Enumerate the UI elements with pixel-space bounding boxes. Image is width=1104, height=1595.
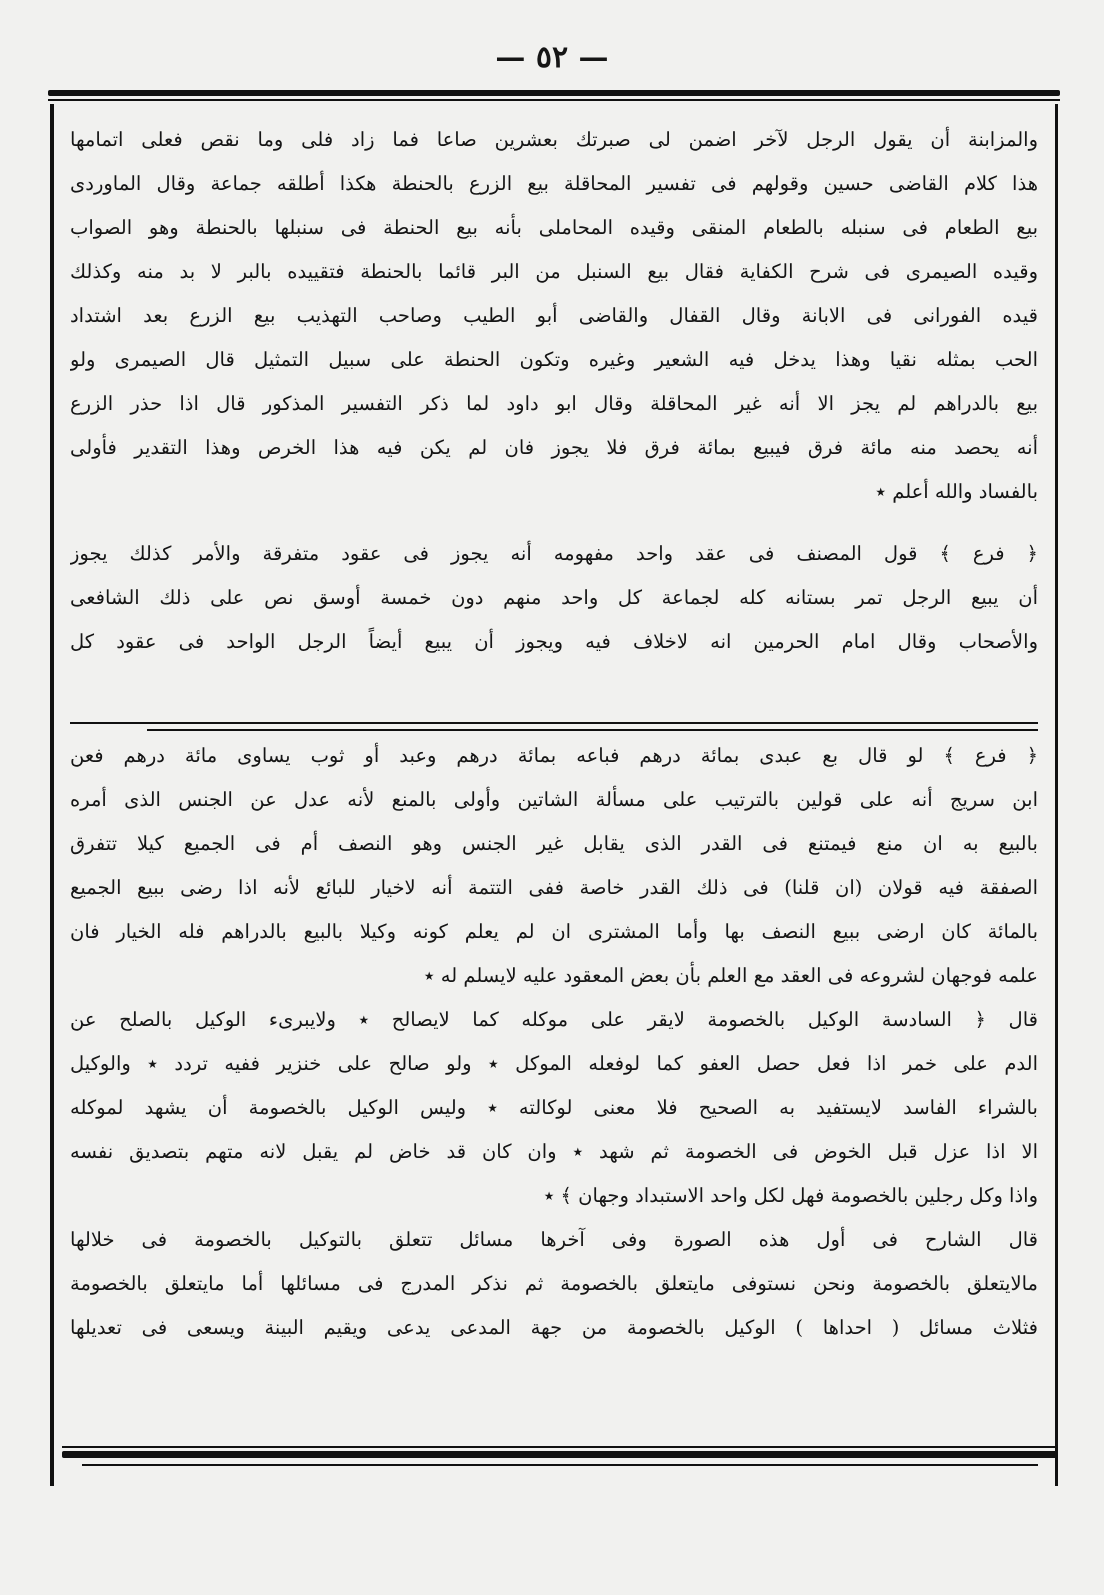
text-line: قال الشارح فى أول هذه الصورة وفى آخرها مسائل تتعلق بالتوكيل بالخصومة فى خلالها	[70, 1228, 1038, 1251]
text-line: أنه يحصد منه مائة فرق فيبيع بمائة فرق فلا يجوز فان لم يكن فيه هذا الخرص وهذا التقدير فأولى	[70, 436, 1038, 459]
upper-text-block	[70, 118, 1038, 664]
text-line: وقيده الصيمرى فى شرح الكفاية فقال بيع السنبل من البر قائما بالحنطة فتقييده بالبر لا بد منه وكذلك	[70, 260, 1038, 283]
text-line: بالمائة كان ارضى ببيع النصف بها وأما المشترى ان لم يعلم كونه وكيلا بالبيع بالدراهم فله الخيار فان	[70, 920, 1038, 943]
text-line: أن يبيع الرجل تمر بستانه كله لجماعة كل واحد منهم دون خمسة أوسق نص على ذلك الشافعى	[70, 586, 1038, 609]
text-line: فثلاث مسائل ( احداها ) الوكيل بالخصومة من جهة المدعى يدعى ويقيم البينة ويسعى فى تعديلها	[70, 1316, 1038, 1339]
text-line: ابن سريج أنه على قولين بالترتيب على مسألة الشاتين وأولى بالمنع لأنه عدل عن الجنس الذى أمره	[70, 788, 1038, 811]
text-line: ﴿ فرع ﴾ قول المصنف فى عقد واحد مفهومه أنه يجوز فى عقود متفرقة والأمر كذلك يجوز	[70, 542, 1038, 565]
text-line: علمه فوجهان لشروعه فى العقد مع العلم بأن بعض المعقود عليه لايسلم له ٭	[423, 964, 1038, 987]
text-line: مالايتعلق بالخصومة ونحن نستوفى مايتعلق بالخصومة ثم نذكر المدرج فى مسائلها أما مايتعلق بالخصومة	[70, 1272, 1038, 1295]
text-line: الحب بمثله نقيا وهذا يدخل فيه الشعير وغيره وتكون الحنطة على سبيل التمثيل قال الصيمرى ولو	[70, 348, 1038, 371]
text-line: هذا كلام القاضى حسين وقولهم فى تفسير المحاقلة بيع الزرع بالحنطة هكذا أطلقه جماعة وقال الماوردى	[70, 172, 1038, 195]
text-line: والأصحاب وقال امام الحرمين انه لاخلاف فيه ويجوز أن يبيع أيضاً الرجل الواحد فى عقود كل	[70, 630, 1038, 653]
text-line: بالشراء الفاسد لايستفيد به الصحيح فلا معنى لوكالته ٭ وليس الوكيل بالخصومة أن يشهد لموكله	[70, 1096, 1038, 1119]
text-line: والمزابنة أن يقول الرجل لآخر اضمن لى صبرتك بعشرين صاعا فما زاد فلى وما نقص فعلى اتمامها	[70, 128, 1038, 151]
text-line: الصفقة فيه قولان (ان قلنا) فى ذلك القدر خاصة ففى التتمة أنه لاخيار للبائع لأنه اذا رضى ببيع الجميع	[70, 876, 1038, 899]
top-rule	[48, 90, 1060, 101]
text-line: بالبيع به ان منع فيمتنع فى القدر الذى يقابل غير الجنس وهو النصف أم فى الجميع كيلا تتفرق	[70, 832, 1038, 855]
text-line: بيع الطعام فى سنبله بالطعام المنقى وقيده المحاملى بأنه بيع الحنطة فى سنبلها بالحنطة وهو الصواب	[70, 216, 1038, 239]
text-line: الدم على خمر اذا فعل حصل العفو كما لوفعله الموكل ٭ ولو صالح على خنزير ففيه تردد ٭ والوكيل	[70, 1052, 1038, 1075]
text-line: واذا وكل رجلين بالخصومة فهل لكل واحد الاستبداد وجهان ﴾ ٭	[543, 1184, 1038, 1207]
text-line: ﴿ فرع ﴾ لو قال بع عبدى بمائة درهم فباعه بمائة درهم وعبد أو ثوب يساوى مائة درهم فعن	[70, 744, 1038, 767]
lower-text-block	[70, 734, 1038, 1350]
text-line: بالفساد والله أعلم ٭	[875, 480, 1038, 503]
page-number: — ٥٢ —	[495, 40, 609, 75]
text-line: قيده الفورانى فى الابانة وقال القفال والقاضى أبو الطيب وصاحب التهذيب بيع الزرع بعد اشتداد	[70, 304, 1038, 327]
text-line: بيع بالدراهم لم يجز الا أنه غير المحاقلة وقال ابو داود لما ذكر التفسير المذكور قال اذا حذر الزرع	[70, 392, 1038, 415]
text-line: الا اذا عزل قبل الخوض فى الخصومة ثم شهد ٭ وان كان قد خاض لم يقبل لانه متهم بتصديق نفسه	[70, 1140, 1038, 1163]
text-line: قال ﴿ السادسة الوكيل بالخصومة لايقر على موكله كما لايصالح ٭ ولايبرىء الوكيل بالصلح عن	[70, 1008, 1038, 1031]
section-divider	[70, 722, 1038, 731]
bottom-rule	[62, 1446, 1058, 1466]
